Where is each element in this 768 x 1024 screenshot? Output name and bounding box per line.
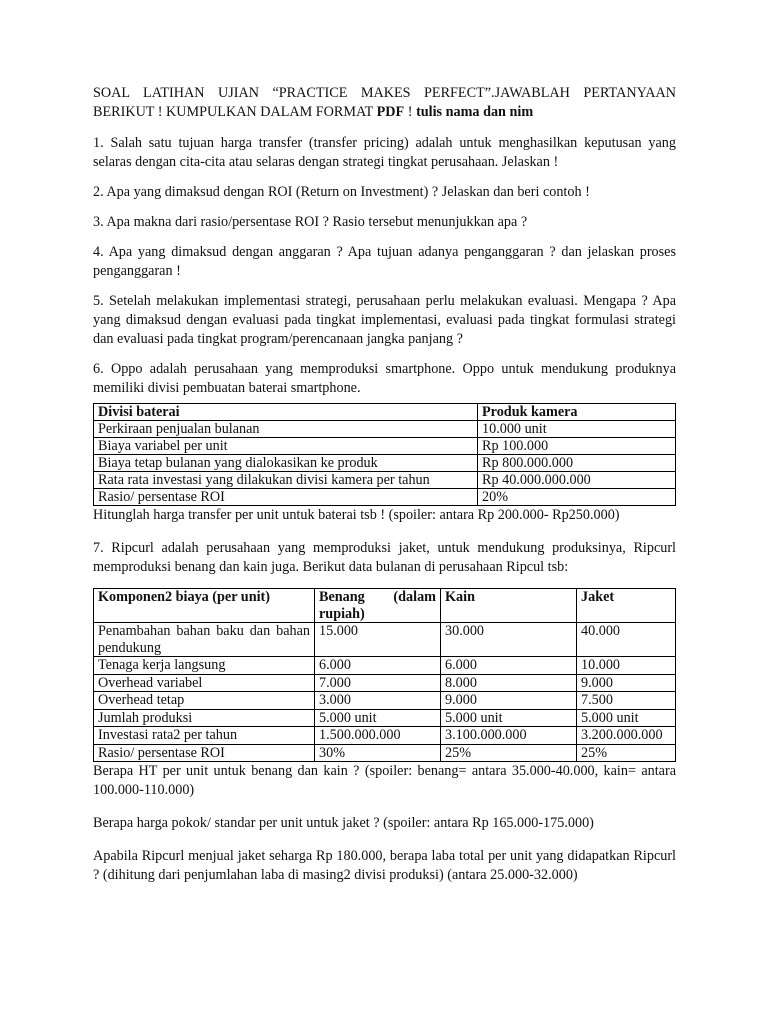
question-7b: Berapa harga pokok/ standar per unit untuk jaket ? (spoiler: antara Rp 165.000-175.000)	[93, 815, 594, 831]
table-row	[94, 455, 676, 472]
table-cell: Overhead variabel	[94, 674, 315, 692]
table-cell: 3.000	[315, 692, 441, 710]
table-row	[94, 489, 676, 506]
table-cell: Rasio/ persentase ROI	[94, 489, 478, 506]
table-cell: Perkiraan penjualan bulanan	[94, 421, 478, 438]
question-7a: Berapa HT per unit untuk benang dan kain ? (spoiler: benang= antara 35.000-40.000, kain= antara 100.000-110.000)	[93, 763, 676, 798]
table-cell: Rata rata investasi yang dilakukan divisi kamera per tahun	[94, 472, 478, 489]
table-header-cell: Kain	[441, 589, 577, 623]
question-7c: Apabila Ripcurl menjual jaket seharga Rp 180.000, berapa laba total per unit yang didapatkan Ripcurl ? (dihitung dari penjumlahan laba di masing2 divisi produksi) (antara 25.000-32.000)	[93, 848, 676, 883]
table-header-cell: Benang (dalam rupiah)	[315, 589, 441, 623]
table-cell: 8.000	[441, 674, 577, 692]
table-row	[94, 674, 676, 692]
table-cell: Rp 40.000.000.000	[478, 472, 676, 489]
table-oppo-battery	[93, 403, 676, 506]
table-header-row	[94, 589, 676, 623]
table-cell: 5.000 unit	[315, 709, 441, 727]
table-row	[94, 657, 676, 675]
table-header-cell: Jaket	[577, 589, 676, 623]
table-cell: 7.500	[577, 692, 676, 710]
table-row	[94, 709, 676, 727]
table-cell: 5.000 unit	[577, 709, 676, 727]
table-cell: 9.000	[441, 692, 577, 710]
table-cell: 9.000	[577, 674, 676, 692]
table-header-cell: Divisi baterai	[94, 404, 478, 421]
table-cell: 15.000	[315, 623, 441, 657]
table-header-cell: Produk kamera	[478, 404, 676, 421]
table-row	[94, 623, 676, 657]
table-cell: Jumlah produksi	[94, 709, 315, 727]
table-row	[94, 472, 676, 489]
table-cell: Rasio/ persentase ROI	[94, 744, 315, 762]
question-7: 7. Ripcurl adalah perusahaan yang memproduksi jaket, untuk mendukung produksinya, Ripcurl memproduksi benang dan kain juga. Berikut data bulanan di perusahaan Ripcul tsb:	[93, 540, 676, 575]
question-6: 6. Oppo adalah perusahaan yang memproduksi smartphone. Oppo untuk mendukung produknya memiliki divisi pembuatan baterai smartphone.	[93, 361, 676, 396]
table-row	[94, 744, 676, 762]
table-cell: Biaya tetap bulanan yang dialokasikan ke produk	[94, 455, 478, 472]
table-cell: 7.000	[315, 674, 441, 692]
table-cell: Overhead tetap	[94, 692, 315, 710]
question-4: 4. Apa yang dimaksud dengan anggaran ? Apa tujuan adanya penganggaran ? dan jelaskan proses penganggaran !	[93, 244, 676, 279]
table-header-cell: Komponen2 biaya (per unit)	[94, 589, 315, 623]
table-cell: 40.000	[577, 623, 676, 657]
question-3: 3. Apa makna dari rasio/persentase ROI ? Rasio tersebut menunjukkan apa ?	[93, 214, 528, 230]
title-instruction: tulis nama dan nim	[416, 104, 534, 120]
table-cell: 5.000 unit	[441, 709, 577, 727]
table-header-row	[94, 404, 676, 421]
table-cell: Tenaga kerja langsung	[94, 657, 315, 675]
table-row	[94, 421, 676, 438]
question-2: 2. Apa yang dimaksud dengan ROI (Return on Investment) ? Jelaskan dan beri contoh !	[93, 184, 590, 200]
table-cell: 10.000 unit	[478, 421, 676, 438]
table-cell: Biaya variabel per unit	[94, 438, 478, 455]
title-separator: !	[404, 104, 417, 120]
table-row	[94, 692, 676, 710]
table-cell: 3.200.000.000	[577, 727, 676, 745]
table-cell: Investasi rata2 per tahun	[94, 727, 315, 745]
table-cell: 1.500.000.000	[315, 727, 441, 745]
question-1: 1. Salah satu tujuan harga transfer (transfer pricing) adalah untuk menghasilkan keputusan yang selaras dengan cita-cita atau selaras dengan strategi tingkat perusahaan. Jelaskan !	[93, 135, 676, 170]
table-ripcurl-costs	[93, 588, 676, 762]
title-pdf: PDF	[376, 104, 405, 120]
table-cell: 20%	[478, 489, 676, 506]
title-text: SOAL LATIHAN UJIAN “PRACTICE MAKES PERFECT”.JAWABLAH PERTANYAAN BERIKUT ! KUMPULKAN DALAM FORMAT	[93, 85, 676, 120]
question-5: 5. Setelah melakukan implementasi strategi, perusahaan perlu melakukan evaluasi. Mengapa ? Apa yang dimaksud dengan evaluasi pada tingkat implementasi, evaluasi pada tingkat formulasi strategi dan evaluasi pada tingkat program/perencanaan jangka panjang ?	[93, 293, 676, 347]
table-cell: Rp 800.000.000	[478, 455, 676, 472]
table-row	[94, 727, 676, 745]
table-cell: 25%	[441, 744, 577, 762]
table-row	[94, 438, 676, 455]
table-cell: Penambahan bahan baku dan bahan pendukung	[94, 623, 315, 657]
table-cell: Rp 100.000	[478, 438, 676, 455]
table-cell: 6.000	[315, 657, 441, 675]
document-title	[93, 84, 676, 122]
table-cell: 6.000	[441, 657, 577, 675]
question-6-task: Hitunglah harga transfer per unit untuk baterai tsb ! (spoiler: antara Rp 200.000- Rp250.000)	[93, 507, 620, 523]
table-cell: 3.100.000.000	[441, 727, 577, 745]
table-cell: 30.000	[441, 623, 577, 657]
table-cell: 25%	[577, 744, 676, 762]
table-cell: 10.000	[577, 657, 676, 675]
table-cell: 30%	[315, 744, 441, 762]
